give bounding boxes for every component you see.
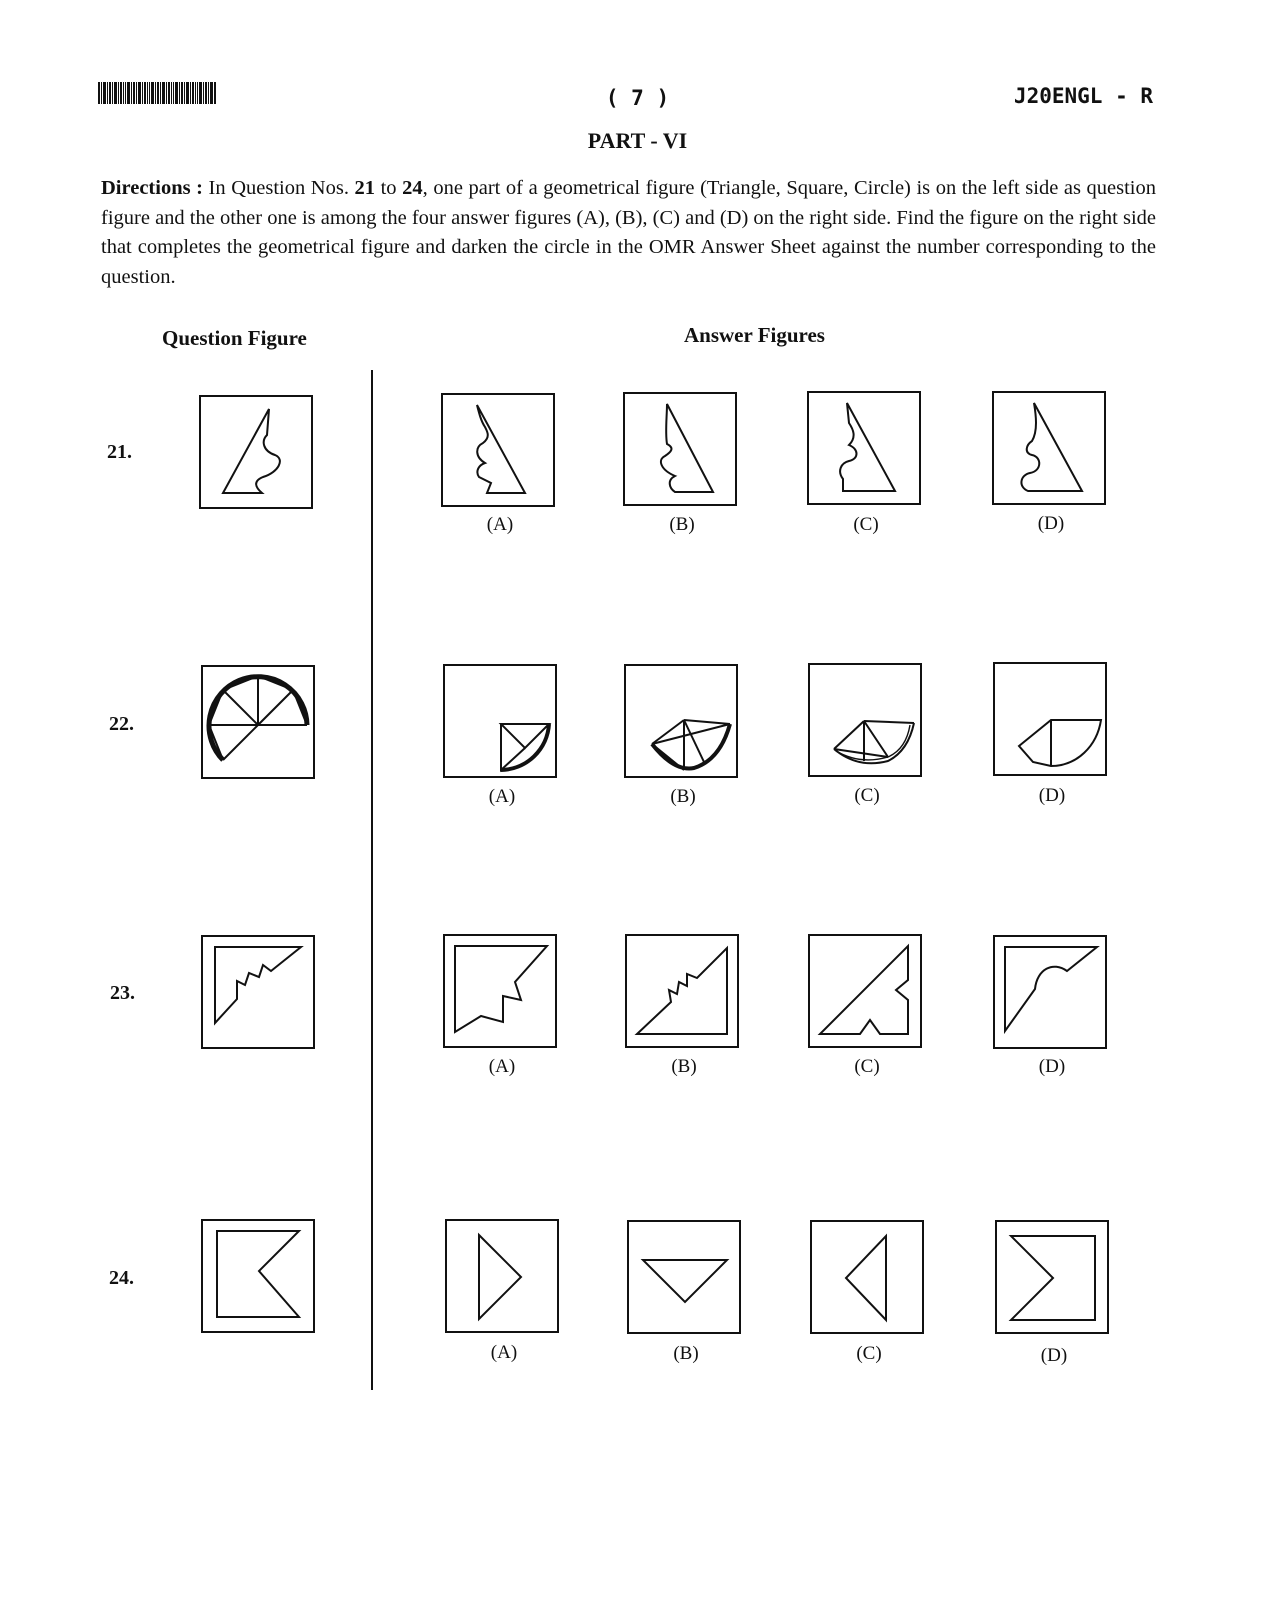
question-number: 22. <box>109 713 134 735</box>
directions-paragraph <box>101 174 1156 292</box>
directions-text: , one part of a geometrical figure (Triangle, Square, Circle) is on the left side as question figure and the other one is among the four answer figures (A), (B), (C) and (D) on the right side. Find the figure on the right side that completes the geometrical figure and darken the circle in the OMR Answer Sheet against the number corresponding to the question. <box>101 177 1156 288</box>
option-label: (B) <box>673 1343 699 1364</box>
answer-figure-22-c[interactable] <box>808 663 922 777</box>
directions-text: In Question Nos. <box>202 177 355 199</box>
answer-figure-21-a[interactable] <box>441 393 555 507</box>
answer-figure-23-b[interactable] <box>625 934 739 1048</box>
question-figure-24 <box>201 1219 315 1333</box>
option-label: (D) <box>1038 785 1066 806</box>
question-number: 21. <box>107 441 132 463</box>
option-label: (A) <box>486 514 514 535</box>
answer-figure-23-d[interactable] <box>993 935 1107 1049</box>
directions-label: Directions : <box>101 177 203 199</box>
question-figure-21 <box>199 395 313 509</box>
option-label: (C) <box>853 514 879 535</box>
question-number: 24. <box>109 1267 134 1289</box>
answer-figure-22-d[interactable] <box>993 662 1107 776</box>
answer-figure-24-c[interactable] <box>810 1220 924 1334</box>
answer-figure-21-c[interactable] <box>807 391 921 505</box>
option-label: (A) <box>488 1056 516 1077</box>
answer-figure-23-a[interactable] <box>443 934 557 1048</box>
option-label: (C) <box>856 1343 882 1364</box>
answer-figure-22-b[interactable] <box>624 664 738 778</box>
page-number: ( 7 ) <box>605 86 670 110</box>
directions-range-start: 21 <box>354 177 376 199</box>
option-label: (A) <box>488 786 516 807</box>
question-figure-header: Question Figure <box>162 326 307 350</box>
directions-text: to <box>375 177 403 199</box>
option-label: (D) <box>1038 1056 1066 1077</box>
option-label: (B) <box>671 1056 697 1077</box>
option-label: (D) <box>1040 1345 1068 1366</box>
option-label: (D) <box>1037 513 1065 534</box>
answer-figure-21-d[interactable] <box>992 391 1106 505</box>
answer-figure-23-c[interactable] <box>808 934 922 1048</box>
question-figure-23 <box>201 935 315 1049</box>
option-label: (C) <box>854 1056 880 1077</box>
answer-figure-22-a[interactable] <box>443 664 557 778</box>
question-number: 23. <box>110 982 135 1004</box>
booklet-code: J20ENGL - R <box>1013 84 1153 108</box>
answer-figure-24-b[interactable] <box>627 1220 741 1334</box>
part-title: PART - VI <box>587 128 688 153</box>
answer-figure-21-b[interactable] <box>623 392 737 506</box>
answer-figure-24-d[interactable] <box>995 1220 1109 1334</box>
option-label: (A) <box>490 1342 518 1363</box>
option-label: (C) <box>854 785 880 806</box>
directions-range-end: 24 <box>402 177 423 199</box>
column-divider <box>371 370 373 1390</box>
answer-figure-24-a[interactable] <box>445 1219 559 1333</box>
question-figure-22 <box>201 665 315 779</box>
answer-figures-header: Answer Figures <box>684 323 825 347</box>
option-label: (B) <box>669 514 695 535</box>
option-label: (B) <box>670 786 696 807</box>
